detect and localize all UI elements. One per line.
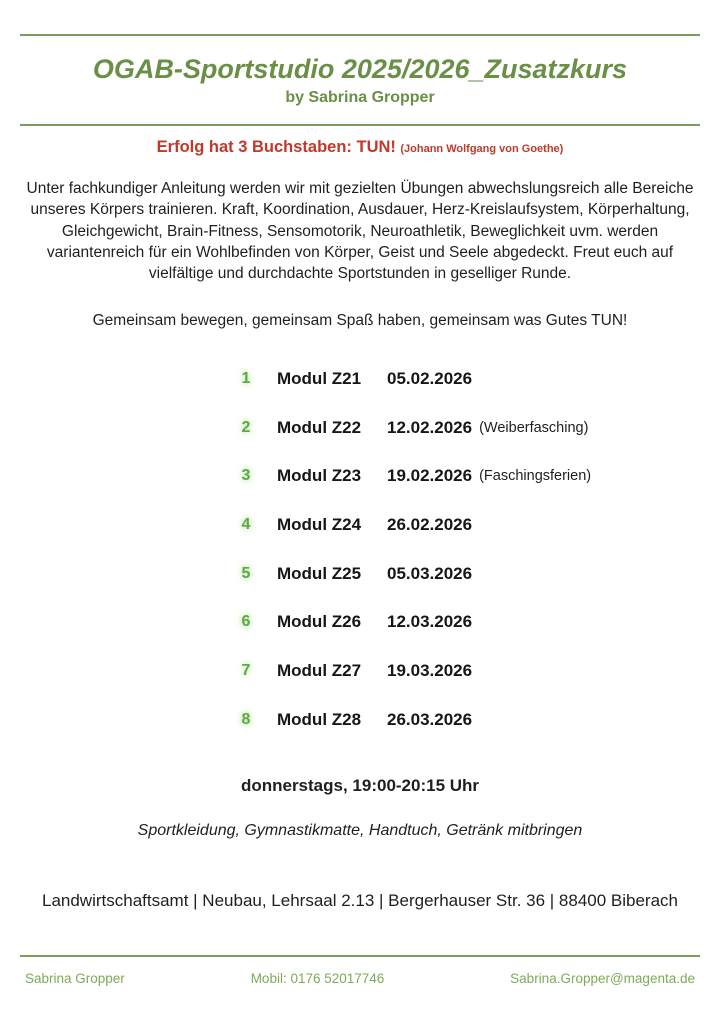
module-date: 26.03.2026	[387, 709, 473, 729]
module-date: 05.03.2026	[387, 563, 473, 583]
module-schedule-list	[0, 354, 720, 744]
module-date: 19.02.2026	[387, 466, 473, 486]
venue-address: Landwirtschaftsamt | Neubau, Lehrsaal 2.13 | Bergerhauser Str. 36 | 88400 Biberach	[41, 890, 678, 910]
module-name: Modul Z25	[277, 563, 362, 583]
page-title: OGAB-Sportstudio 2025/2026_Zusatzkurs	[92, 54, 628, 84]
module-note: (Faschingsferien)	[479, 468, 592, 485]
module-row	[233, 647, 720, 696]
module-name: Modul Z24	[277, 514, 362, 534]
intro-paragraph: Unter fachkundiger Anleitung werden wir mit gezielten Übungen abwechslungsreich alle Bereiche unseres Körpers trainieren. Kraft, Koordination, Ausdauer, Herz-Kreislaufsystem, Körperhaltung, Gleichgewicht, Brain-Fitness, Sensomotorik, Neuroathletik, Beweglichkeit uvm. werden variantenreich für ein Wohlbefinden von Körper, Geist und Seele abgedeckt. Freut euch auf vielfältige und durchdachte Sportstunden in geselliger Runde.	[26, 180, 694, 283]
module-date: 19.03.2026	[387, 660, 473, 680]
module-date: 12.02.2026	[387, 417, 473, 437]
module-name: Modul Z23	[277, 466, 362, 486]
contact-mobile: Mobil: 0176 52017746	[250, 971, 385, 986]
weekly-time: donnerstags, 19:00-20:15 Uhr	[240, 775, 480, 795]
module-row	[233, 598, 720, 647]
module-number-badge: 6	[241, 613, 251, 631]
module-name: Modul Z22	[277, 417, 362, 437]
slogan-line: Gemeinsam bewegen, gemeinsam Spaß haben, gemeinsam was Gutes TUN!	[92, 312, 628, 330]
module-number-badge: 5	[241, 564, 251, 582]
module-row	[233, 354, 720, 403]
module-number-badge: 8	[241, 710, 251, 728]
motto-line	[0, 136, 720, 160]
module-number-badge: 7	[241, 661, 251, 679]
module-name: Modul Z26	[277, 612, 362, 632]
module-row	[233, 695, 720, 744]
top-divider	[20, 34, 700, 36]
module-date: 05.02.2026	[387, 368, 473, 388]
equipment-note: Sportkleidung, Gymnastikmatte, Handtuch, Getränk mitbringen	[137, 821, 583, 839]
contact-name: Sabrina Gropper	[25, 971, 125, 986]
footer-divider	[20, 955, 700, 957]
module-name: Modul Z28	[277, 709, 362, 729]
contact-row	[0, 971, 720, 986]
author-byline: by Sabrina Gropper	[285, 89, 435, 106]
module-date: 12.03.2026	[387, 612, 473, 632]
contact-email: Sabrina.Gropper@magenta.de	[510, 971, 695, 986]
module-row	[233, 501, 720, 550]
module-number-badge: 4	[241, 515, 251, 533]
module-row	[233, 452, 720, 501]
motto-attribution: (Johann Wolfgang von Goethe)	[400, 143, 564, 155]
module-number-badge: 1	[241, 369, 251, 387]
module-date: 26.02.2026	[387, 514, 473, 534]
module-name: Modul Z21	[277, 368, 362, 388]
module-number-badge: 2	[241, 418, 251, 436]
module-name: Modul Z27	[277, 660, 362, 680]
contact-footer	[0, 955, 720, 986]
module-row	[233, 403, 720, 452]
motto-text: Erfolg hat 3 Buchstaben: TUN!	[156, 138, 396, 156]
module-row	[233, 549, 720, 598]
module-number-badge: 3	[241, 467, 251, 485]
header-divider	[20, 124, 700, 126]
module-note: (Weiberfasching)	[479, 419, 589, 436]
